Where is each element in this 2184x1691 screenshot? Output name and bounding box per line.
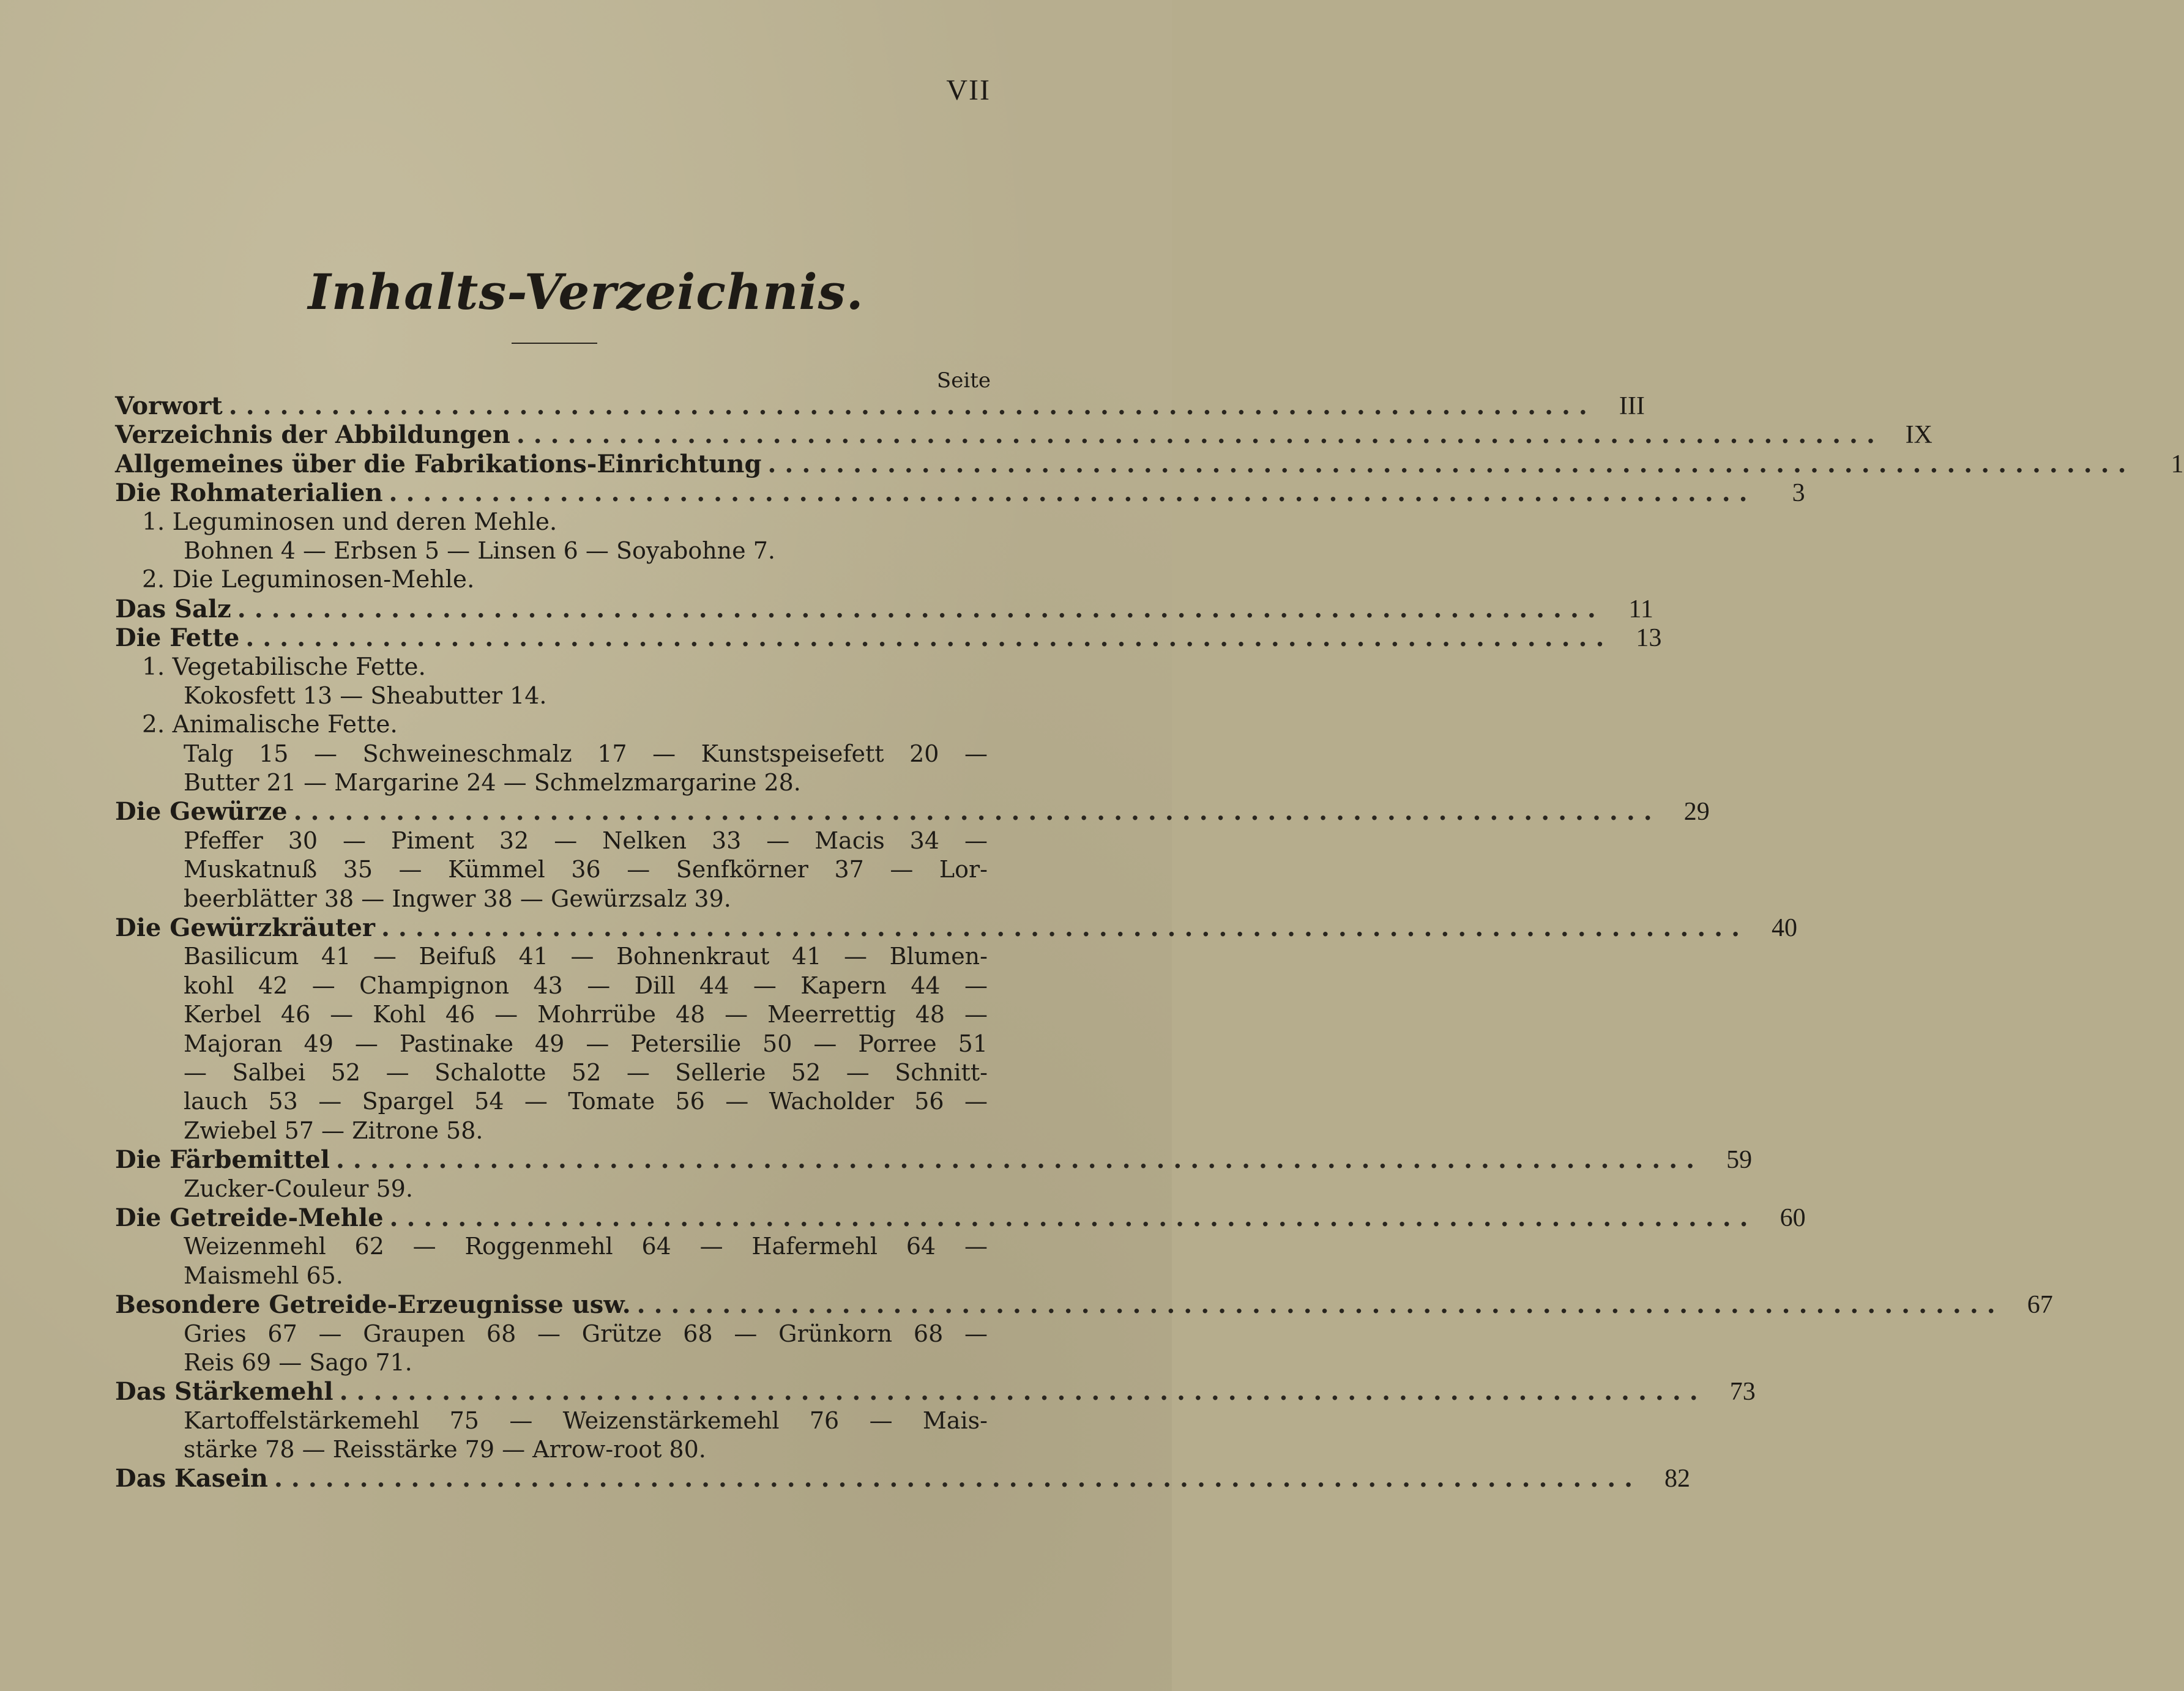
table-of-contents <box>115 392 2184 1493</box>
toc-detail-line <box>115 682 991 710</box>
toc-entry-label: Die Gewürzkräuter <box>115 913 375 943</box>
toc-detail-line <box>115 885 991 913</box>
toc-entry <box>115 1377 1756 1407</box>
toc-entry-page: 40 <box>1772 914 1798 943</box>
toc-detail-line <box>115 1175 991 1203</box>
toc-entry-page: IX <box>1905 421 1932 450</box>
toc-detail-line <box>115 1435 991 1464</box>
toc-detail-line <box>115 1030 991 1058</box>
toc-detail-text: Kartoffelstärkemehl 75 — Weizenstärkemehl 76 — Mais- <box>184 1407 988 1434</box>
toc-entry-page: 82 <box>1664 1465 1691 1493</box>
toc-leader-dots: ................................................................................ <box>636 1290 2004 1320</box>
toc-subsection <box>115 653 991 682</box>
toc-detail-text: kohl 42 — Champignon 43 — Dill 44 — Kapern 44 — <box>184 972 988 999</box>
toc-entry <box>115 1290 2053 1320</box>
toc-entry-label: Besondere Getreide-Erzeugnisse usw. <box>115 1290 631 1320</box>
toc-detail-line <box>115 1262 991 1290</box>
toc-entry <box>115 449 2184 478</box>
toc-entry-page: 11 <box>1628 595 1653 623</box>
toc-leader-dots: ................................................................................ <box>237 594 1604 623</box>
toc-leader-dots: ................................................................................ <box>274 1464 1642 1493</box>
toc-entry-label: Die Rohmaterialien <box>115 478 383 508</box>
toc-detail-text: Bohnen 4 — Erbsen 5 — Linsen 6 — Soyabohne 7. <box>184 537 775 564</box>
toc-detail-line <box>115 1320 991 1348</box>
toc-entry-page: 67 <box>2027 1291 2053 1320</box>
toc-entry-label: Die Fette <box>115 623 240 653</box>
toc-detail-text: Talg 15 — Schweineschmalz 17 — Kunstspeisefett 20 — <box>184 740 988 767</box>
toc-detail-line <box>115 855 991 884</box>
toc-detail-text: Gries 67 — Graupen 68 — Grütze 68 — Grünkorn 68 — <box>184 1320 988 1347</box>
toc-entry <box>115 420 1932 450</box>
toc-leader-dots: ................................................................................ <box>245 623 1613 653</box>
toc-detail-line <box>115 827 991 855</box>
toc-detail-text: Pfeffer 30 — Piment 32 — Nelken 33 — Macis 34 — <box>184 827 988 854</box>
toc-detail-text: Kerbel 46 — Kohl 46 — Mohrrübe 48 — Meerrettig 48 — <box>184 1001 988 1028</box>
toc-entry-label: Das Salz <box>115 594 231 623</box>
toc-leader-dots: ................................................................................ <box>389 1203 1757 1232</box>
toc-entry-page: 29 <box>1683 798 1710 827</box>
toc-entry <box>115 478 1805 508</box>
toc-entry-page: 73 <box>1729 1378 1756 1407</box>
toc-entry-label: Die Gewürze <box>115 797 288 827</box>
toc-entry <box>115 1464 1691 1493</box>
toc-entry <box>115 913 1798 943</box>
toc-entry <box>115 1145 1753 1175</box>
toc-detail-text: beerblätter 38 — Ingwer 38 — Gewürzsalz 39. <box>184 885 731 912</box>
toc-entry-page: 3 <box>1792 479 1805 508</box>
toc-detail-line <box>115 1407 991 1435</box>
toc-entry-label: Die Getreide-Mehle <box>115 1203 384 1232</box>
toc-leader-dots: ................................................................................ <box>381 913 1749 943</box>
toc-detail-line <box>115 1000 991 1029</box>
toc-detail-line <box>115 1348 991 1377</box>
toc-subsection <box>115 508 991 537</box>
toc-entry <box>115 594 1653 623</box>
toc-entry <box>115 797 1710 827</box>
toc-detail-text: Butter 21 — Margarine 24 — Schmelzmargarine 28. <box>184 769 801 797</box>
toc-detail-text: Weizenmehl 62 — Roggenmehl 64 — Hafermehl 64 — <box>184 1233 988 1260</box>
toc-leader-dots: ................................................................................ <box>339 1377 1707 1407</box>
toc-subsection-text: 2. Die Leguminosen-Mehle. <box>142 566 475 594</box>
toc-detail-text: — Salbei 52 — Schalotte 52 — Sellerie 52 — Schnitt- <box>184 1058 988 1086</box>
toc-detail-line <box>115 972 991 1000</box>
toc-detail-text: Muskatnuß 35 — Kümmel 36 — Senfkörner 37 — Lor- <box>184 856 988 883</box>
toc-detail-text: Maismehl 65. <box>184 1262 343 1289</box>
toc-detail-line <box>115 1087 991 1116</box>
toc-leader-dots: ................................................................................ <box>767 449 2135 478</box>
toc-detail-text: Zwiebel 57 — Zitrone 58. <box>184 1117 483 1144</box>
toc-detail-text: Zucker-Couleur 59. <box>184 1175 413 1202</box>
toc-entry-page: 59 <box>1726 1146 1753 1175</box>
toc-entry-label: Das Stärkemehl <box>115 1377 334 1407</box>
toc-detail-line <box>115 942 991 971</box>
toc-entry-label: Vorwort <box>115 392 223 420</box>
toc-leader-dots: ................................................................................ <box>293 797 1661 827</box>
toc-subsection <box>115 710 991 739</box>
toc-detail-text: lauch 53 — Spargel 54 — Tomate 56 — Wacholder 56 — <box>184 1088 988 1115</box>
toc-subsection <box>115 565 991 594</box>
toc-entry-label: Das Kasein <box>115 1464 268 1493</box>
toc-subsection-text: 2. Animalische Fette. <box>142 711 398 739</box>
toc-detail-text: Majoran 49 — Pastinake 49 — Petersilie 50 — Porree 51 <box>184 1030 988 1057</box>
toc-detail-line <box>115 768 991 797</box>
toc-detail-line <box>115 1232 991 1261</box>
toc-detail-text: Reis 69 — Sago 71. <box>184 1348 412 1376</box>
toc-leader-dots: ................................................................................ <box>228 392 1596 420</box>
toc-detail-text: Basilicum 41 — Beifuß 41 — Bohnenkraut 41 — Blumen- <box>184 943 988 970</box>
toc-entry <box>115 392 1645 420</box>
title-divider <box>512 343 597 344</box>
toc-detail-text: stärke 78 — Reisstärke 79 — Arrow-root 80. <box>184 1436 706 1463</box>
toc-leader-dots: ................................................................................ <box>336 1145 1704 1175</box>
toc-detail-line <box>115 537 991 565</box>
toc-entry-page: 13 <box>1636 624 1662 653</box>
toc-detail-line <box>115 740 991 768</box>
toc-detail-line <box>115 1117 991 1145</box>
toc-entry <box>115 1203 1806 1232</box>
toc-detail-text: Kokosfett 13 — Sheabutter 14. <box>184 682 547 709</box>
toc-entry-label: Allgemeines über die Fabrikations-Einrichtung <box>115 449 762 478</box>
toc-subsection-text: 1. Vegetabilische Fette. <box>142 653 426 681</box>
page-column-header: Seite <box>936 368 991 393</box>
page-number: VII <box>946 74 991 106</box>
toc-entry-page: III <box>1619 392 1645 420</box>
page-title: Inhalts-Verzeichnis. <box>308 263 864 321</box>
toc-entry-page: 1 <box>2171 450 2184 478</box>
toc-detail-line <box>115 1058 991 1087</box>
toc-entry-label: Die Färbemittel <box>115 1145 330 1175</box>
toc-entry-label: Verzeichnis der Abbildungen <box>115 420 510 450</box>
toc-leader-dots: ................................................................................ <box>389 478 1756 508</box>
toc-leader-dots: ................................................................................ <box>516 420 1884 450</box>
toc-subsection-text: 1. Leguminosen und deren Mehle. <box>142 508 557 536</box>
toc-entry <box>115 623 1662 653</box>
toc-entry-page: 60 <box>1780 1203 1806 1232</box>
